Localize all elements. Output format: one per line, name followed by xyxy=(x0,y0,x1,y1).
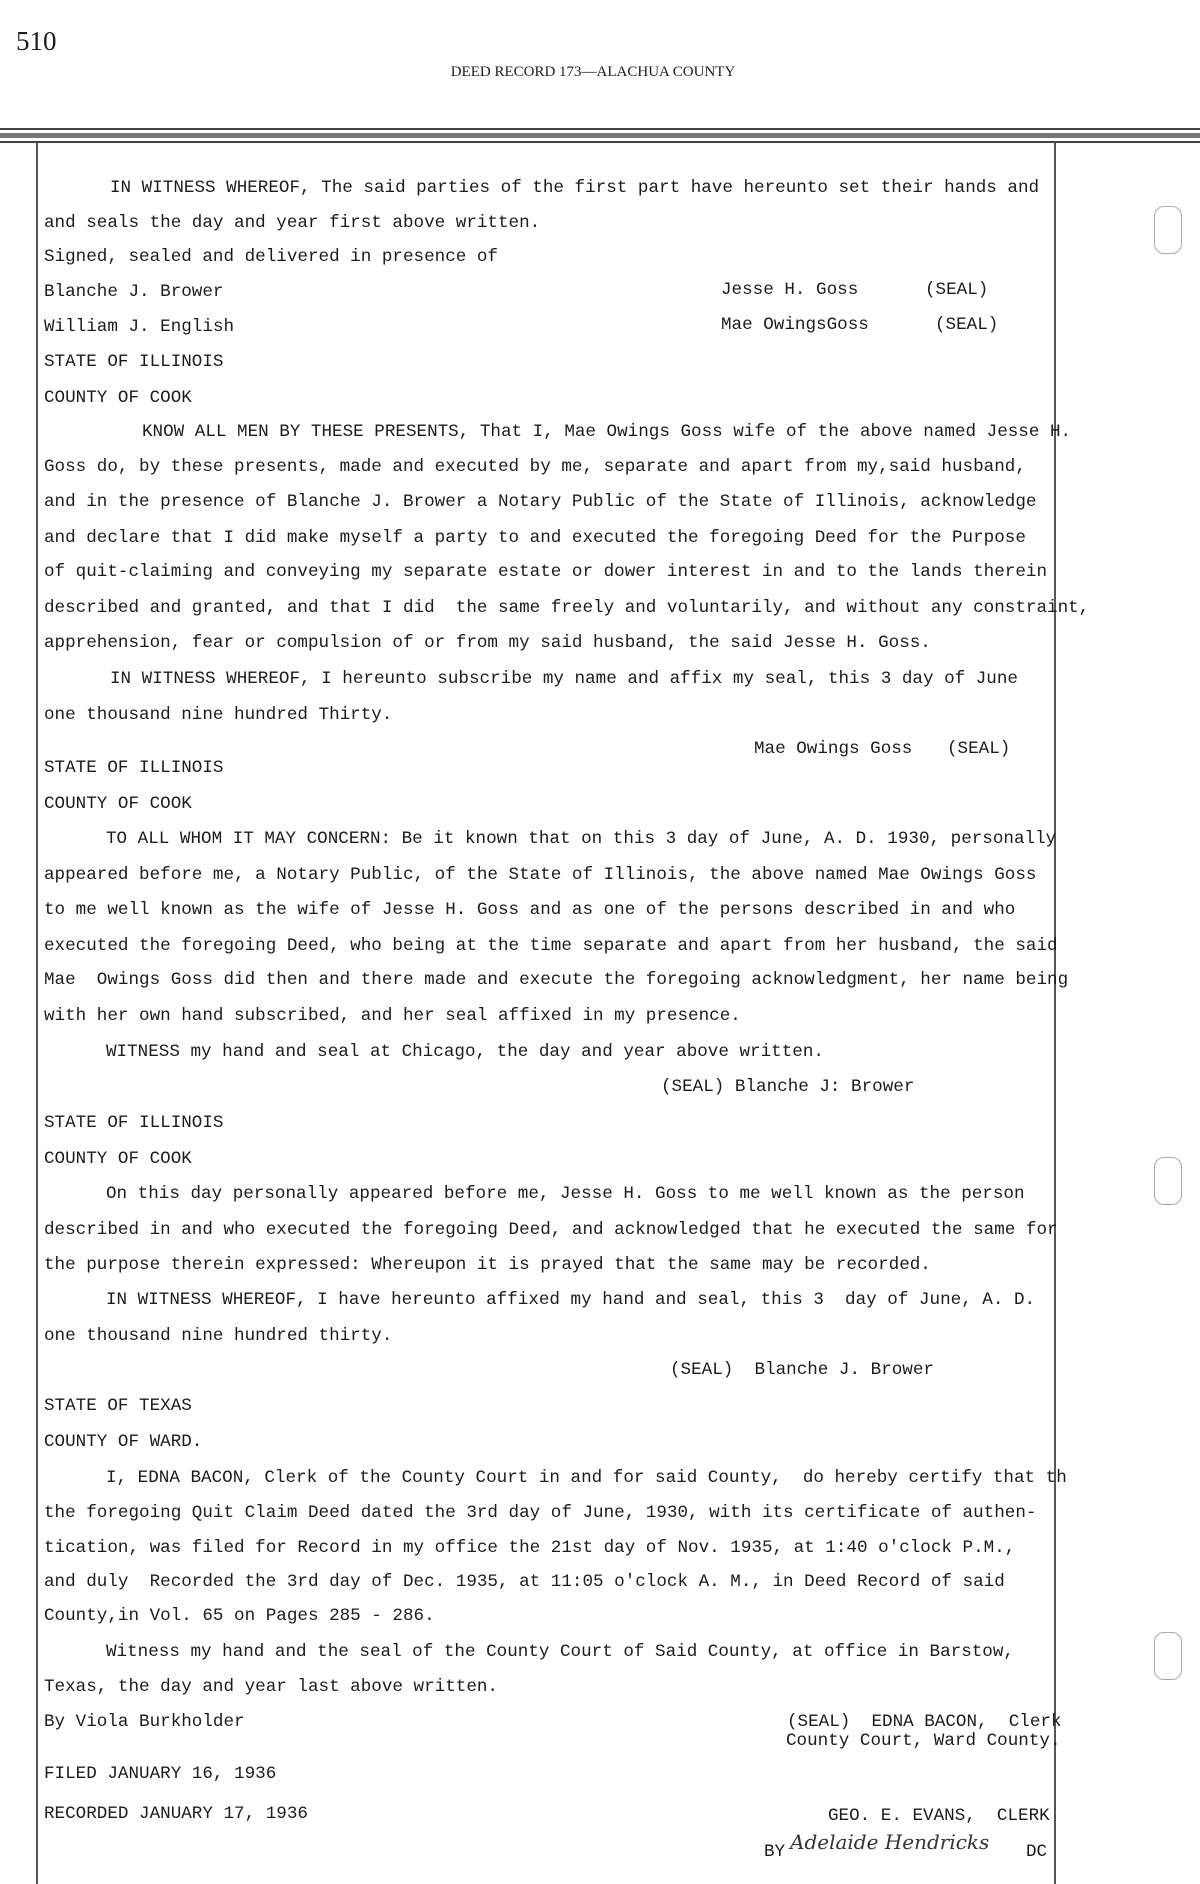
text-line: STATE OF TEXAS xyxy=(44,1396,192,1416)
text-line: of quit-claiming and conveying my separate estate or dower interest in and to the lands therein xyxy=(44,562,1048,582)
page-number: 510 xyxy=(16,26,57,56)
binder-hole xyxy=(1154,1157,1182,1205)
text-line: with her own hand subscribed, and her seal affixed in my presence. xyxy=(44,1006,741,1026)
text-line: COUNTY OF COOK xyxy=(44,1149,192,1169)
text-line: RECORDED JANUARY 17, 1936 xyxy=(44,1804,308,1824)
text-line: On this day personally appeared before me, Jesse H. Goss to me well known as the person xyxy=(106,1184,1025,1204)
text-line: one thousand nine hundred thirty. xyxy=(44,1326,393,1346)
text-line: Goss do, by these presents, made and executed by me, separate and apart from my,said husband, xyxy=(44,457,1026,477)
signature: Jesse H. Goss xyxy=(721,280,859,300)
text-line: the purpose therein expressed: Whereupon it is prayed that the same may be recorded. xyxy=(44,1255,931,1275)
text-line: tication, was filed for Record in my office the 21st day of Nov. 1935, at 1:40 o'clock P.M., xyxy=(44,1538,1016,1558)
divider xyxy=(0,133,1200,138)
seal: (SEAL) xyxy=(947,739,1011,759)
text-line: COUNTY OF WARD. xyxy=(44,1432,203,1452)
text-line: IN WITNESS WHEREOF, I have hereunto affixed my hand and seal, this 3 day of June, A. D. xyxy=(106,1290,1036,1310)
text-line: Signed, sealed and delivered in presence of xyxy=(44,247,498,267)
signature: County Court, Ward County. xyxy=(786,1731,1061,1751)
text-line: COUNTY OF COOK xyxy=(44,794,192,814)
handwritten-signature: Adelaide Hendricks xyxy=(790,1830,990,1854)
signature: (SEAL) EDNA BACON, Clerk xyxy=(787,1712,1062,1732)
divider xyxy=(0,141,1200,143)
text-line: Mae Owings Goss did then and there made and execute the foregoing acknowledgment, her name being xyxy=(44,970,1069,990)
divider xyxy=(0,128,1200,130)
signature: BY xyxy=(764,1842,786,1862)
text-line: and in the presence of Blanche J. Brower a Notary Public of the State of Illinois, acknowledge xyxy=(44,492,1037,512)
text-line: County,in Vol. 65 on Pages 285 - 286. xyxy=(44,1606,435,1626)
text-line: Texas, the day and year last above written. xyxy=(44,1677,498,1697)
text-line: executed the foregoing Deed, who being at the time separate and apart from her husband, the said xyxy=(44,936,1058,956)
text-line: and duly Recorded the 3rd day of Dec. 1935, at 11:05 o'clock A. M., in Deed Record of said xyxy=(44,1572,1005,1592)
text-line: William J. English xyxy=(44,317,235,337)
text-line: By Viola Burkholder xyxy=(44,1712,245,1732)
text-line: apprehension, fear or compulsion of or from my said husband, the said Jesse H. Goss. xyxy=(44,633,931,653)
text-line: TO ALL WHOM IT MAY CONCERN: Be it known that on this 3 day of June, A. D. 1930, personally xyxy=(106,829,1057,849)
text-line: one thousand nine hundred Thirty. xyxy=(44,705,393,725)
text-line: I, EDNA BACON, Clerk of the County Court in and for said County, do hereby certify that th xyxy=(106,1468,1067,1488)
text-line: Witness my hand and the seal of the County Court of Said County, at office in Barstow, xyxy=(106,1642,1014,1662)
text-line: COUNTY OF COOK xyxy=(44,388,192,408)
text-line: described and granted, and that I did the same freely and voluntarily, and without any constraint, xyxy=(44,598,1090,618)
text-line: described in and who executed the foregoing Deed, and acknowledged that he executed the same for xyxy=(44,1220,1058,1240)
text-line: appeared before me, a Notary Public, of the State of Illinois, the above named Mae Owings Goss xyxy=(44,865,1037,885)
text-line: STATE OF ILLINOIS xyxy=(44,352,224,372)
right-border xyxy=(1054,143,1056,1884)
text-line: and seals the day and year first above written. xyxy=(44,213,541,233)
text-line: WITNESS my hand and seal at Chicago, the day and year above written. xyxy=(106,1042,824,1062)
text-line: STATE OF ILLINOIS xyxy=(44,758,224,778)
text-line: IN WITNESS WHEREOF, The said parties of the first part have hereunto set their hands and xyxy=(110,178,1040,198)
text-line: the foregoing Quit Claim Deed dated the 3rd day of June, 1930, with its certificate of authen- xyxy=(44,1503,1037,1523)
page-title: DEED RECORD 173—ALACHUA COUNTY xyxy=(450,64,736,80)
text-line: IN WITNESS WHEREOF, I hereunto subscribe my name and affix my seal, this 3 day of June xyxy=(110,669,1018,689)
text-line: to me well known as the wife of Jesse H. Goss and as one of the persons described in and who xyxy=(44,900,1016,920)
text-line: STATE OF ILLINOIS xyxy=(44,1113,224,1133)
signature: DC xyxy=(1026,1842,1048,1862)
signature: (SEAL) Blanche J. Brower xyxy=(670,1360,934,1380)
binder-hole xyxy=(1154,206,1182,254)
text-line: FILED JANUARY 16, 1936 xyxy=(44,1764,277,1784)
signature: (SEAL) Blanche J: Brower xyxy=(661,1077,915,1097)
signature: Mae Owings Goss xyxy=(754,739,913,759)
seal: (SEAL) xyxy=(925,280,989,300)
left-border xyxy=(36,143,38,1884)
text-line: Blanche J. Brower xyxy=(44,282,224,302)
signature: Mae OwingsGoss xyxy=(721,315,869,335)
signature: GEO. E. EVANS, CLERK xyxy=(828,1806,1050,1826)
binder-hole xyxy=(1154,1632,1182,1680)
text-line: and declare that I did make myself a party to and executed the foregoing Deed for the Purpose xyxy=(44,528,1026,548)
seal: (SEAL) xyxy=(935,315,999,335)
text-line: KNOW ALL MEN BY THESE PRESENTS, That I, Mae Owings Goss wife of the above named Jesse H. xyxy=(142,422,1072,442)
